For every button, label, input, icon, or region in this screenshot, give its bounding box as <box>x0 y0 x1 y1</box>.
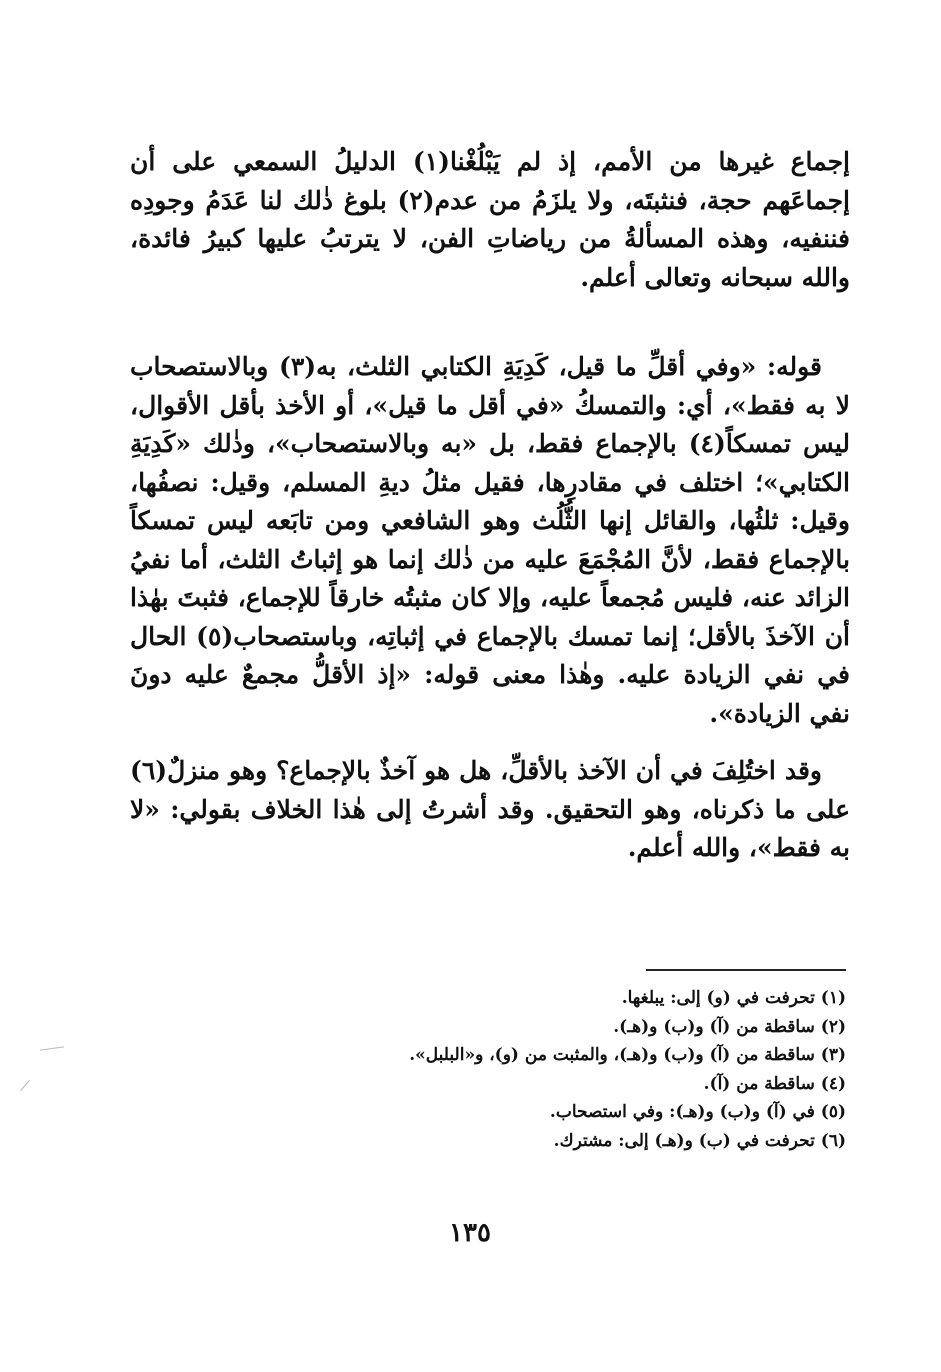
footnote-divider <box>646 969 846 971</box>
footnote-item: (١) تحرفت في (و) إلى: يبلغها. <box>621 988 846 1008</box>
scan-mark <box>20 1080 30 1091</box>
footnote-item: (٢) ساقطة من (آ) و(ب) و(هـ). <box>613 1016 846 1037</box>
footnote-item: (٤) ساقطة من (آ). <box>703 1073 846 1094</box>
footnote-item: (٥) في (آ) و(ب) و(هـ): وفي استصحاب. <box>549 1102 846 1122</box>
scan-mark <box>40 1046 64 1050</box>
body-paragraph-2: قوله: «وفي أقلِّ ما قيل، كَدِيَةِ الكتابي الثلث، به(٣) وبالاستصحاب لا به فقط»، أي: والتمسكُ «في أقل ما قيل»، أو الأخذ بأقل الأقوال، ليس تمسكاً(٤) بالإجماع فقط، بل «به وبالاستصحاب»، وذٰلك «كَدِيَةِ الكتابي»؛ اختلف في مقادرِها، فقيل مثلُ ديةِ المسلم، وقيل: نصفُها، وقيل: ثلثُها، والقائل إنها الثُّلُث وهو الشافعي ومن تابَعه ليس تمسكاً بالإجماع فقط، لأنَّ المُجْمَعَ عليه من ذٰلك إنما هو إثباتُ الثلث، أما نفيُ الزائد عنه، فليس مُجمعاً عليه، وإلا كان مثبتُه خارقاً للإجماع، فثبتَ بهٰذا أن الآخذَ بالأقل؛ إنما تمسك بالإجماع في إثباتِه، وباستصحاب(٥) الحال في نفي الزيادة عليه. وهٰذا معنى قوله: «إذ الأقلُّ مجمعٌ عليه دونَ نفي الزيادة». <box>130 352 851 728</box>
footnote-item: (٦) تحرفت في (ب) و(هـ) إلى: مشترك. <box>553 1130 846 1151</box>
body-paragraph-3: وقد اختُلِفَ في أن الآخذ بالأقلِّ، هل هو آخذٌ بالإجماع؟ وهو منزلٌ(٦) على ما ذكرناه، وهو التحقيق. وقد أشرتُ إلى هٰذا الخلاف بقولي: «لا به فقط»، والله أعلم. <box>130 756 850 862</box>
footnotes-list <box>300 984 846 1155</box>
footnote-item: (٣) ساقطة من (آ) و(ب) و(هـ)، والمثبت من (و)، و«البلبل». <box>409 1045 846 1065</box>
body-paragraph-1: إجماع غيرها من الأمم، إذ لم يَبْلُغْنا(١) الدليلُ السمعي على أن إجماعَهم حجة، فنثبتَه، ولا يلزَمُ من عدم(٢) بلوغ ذٰلك لنا عَدَمُ وجودِه فننفيه، وهذه المسألةُ من رياضاتِ الفن، لا يترتبُ عليها كبيرُ فائدة، والله سبحانه وتعالى أعلم. <box>130 147 851 292</box>
page-number: ١٣٥ <box>449 1218 491 1248</box>
